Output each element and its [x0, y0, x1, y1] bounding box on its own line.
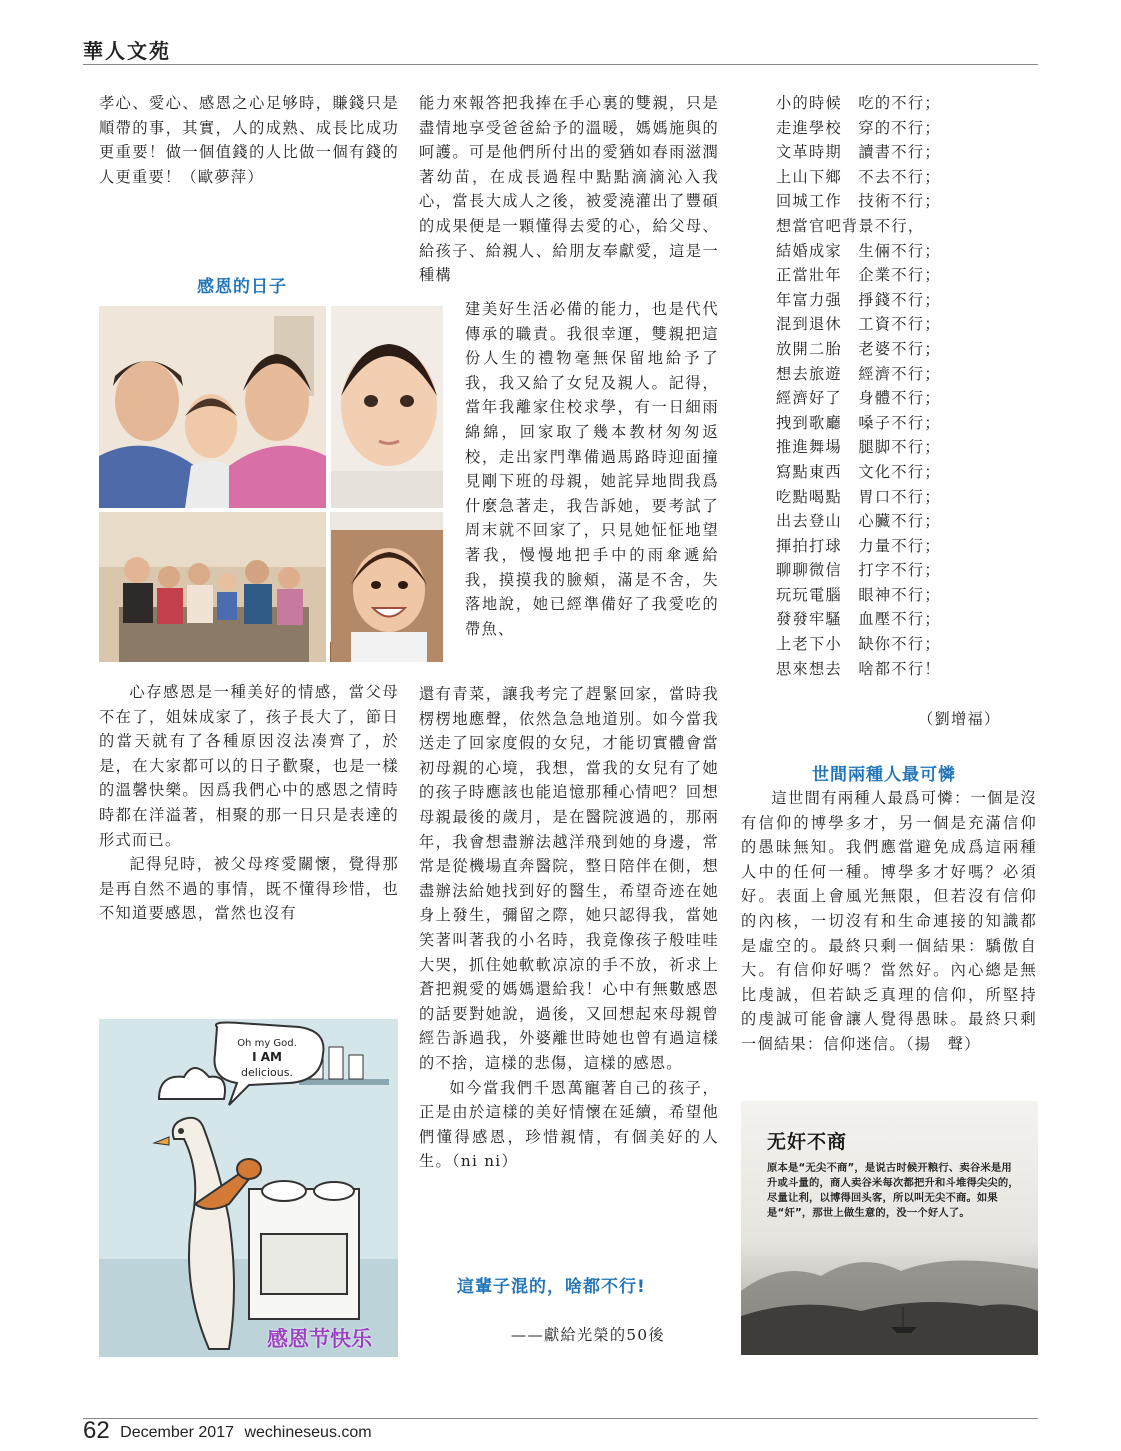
poem-line: 拽到歌廳 嗓子不行； — [776, 413, 941, 432]
website: wechineseus.com — [244, 1424, 372, 1441]
poem-line: 想去旅遊 經濟不行； — [776, 364, 941, 383]
poem-line: 聊聊微信 打字不行； — [776, 561, 941, 580]
poster-title: 无奸不商 — [767, 1131, 848, 1153]
cartoon-speech-line1: Oh my God. — [237, 1038, 297, 1049]
baby-photo-illustration — [331, 306, 443, 508]
poster-body: 原本是“无尖不商”，是说古时候开粮行、卖谷米是用升或斗量的，商人卖谷米每次都把升和斗堆得尖尖的，尽量让利，以博得回头客，所以叫无尖不商。如果是“奸”，那世上做生意的，没一个好人了。 — [767, 1162, 1019, 1219]
article2-subtitle — [511, 1323, 711, 1348]
article1-heading: 感恩的日子 — [197, 277, 287, 297]
poem-line: 文革時期 讀書不行； — [776, 143, 941, 162]
article1-col2-top — [419, 91, 719, 288]
family-photo-1-illustration — [99, 306, 326, 508]
intro-text: 孝心、愛心、感恩之心足够時，賺錢只是順帶的事，其實，人的成熟、成長比成功更重要！做一個值錢的人比做一個有錢的人更重要！（歐夢萍） — [99, 94, 399, 186]
cartoon-caption: 感恩节快乐 — [267, 1327, 372, 1351]
header-rule — [83, 64, 1038, 65]
poem-line: 正當壯年 企業不行； — [776, 266, 941, 285]
baby-photo — [331, 306, 443, 508]
article1-paragraph-1: 心存感恩是一種美好的情感，當父母不在了，姐妹成家了，孩子長大了，節日的當天就有了各種原因沒法凑齊了，於是，在大家都可以的日子歡聚，也是一樣的溫馨快樂。因爲我們心中的感恩之情時時都在洋溢著，相聚的那一日只是表達的形式而已。 — [99, 683, 399, 849]
footer — [83, 1417, 372, 1445]
poem-line: 上山下鄉 不去不行； — [776, 167, 941, 186]
poem-line: 揮拍打球 力量不行； — [776, 536, 941, 555]
family-photo-1 — [99, 306, 326, 508]
article1-col1-body — [99, 680, 399, 926]
article1-col2-rest — [419, 682, 719, 1174]
article1-col2-rest-text: 還有青菜，讓我考完了趕緊回家，當時我楞楞地應聲，依然急急地道別。如今當我送走了回家度假的女兒，才能切實體會當初母親的心境，我想，當我的女兒有了她的孩子時應該也能追憶那種心情吧？回想母親最後的歲月，是在醫院渡過的，那兩年，我會想盡辦法越洋飛到她的身邊，常常是從機場直奔醫院，整日陪伴在側，想盡辦法給她找到好的醫生，希望奇迹在她身上發生，彌留之際，她只認得我，當她笑著叫著我的小名時，我竟像孩子般哇哇大哭，抓住她軟軟凉凉的手不放，祈求上蒼把親愛的媽媽還給我！心中有無數感恩的話要對她說，過後，又回想起來母親曾經告訴過我，外婆離世時她也曾有過這樣的不捨，這樣的悲傷，這樣的感恩。 — [419, 685, 719, 1072]
family-photo-2 — [99, 512, 326, 662]
wu-jian-bu-shang-poster — [741, 1101, 1038, 1355]
thanksgiving-cartoon — [99, 1019, 398, 1357]
poem-line: 上老下小 缺你不行； — [776, 635, 941, 654]
article2-author-text: （劉增福） — [918, 710, 1001, 728]
article3-heading: 世間兩種人最可憐 — [812, 765, 956, 785]
article2-author — [918, 707, 1000, 732]
poem-line: 混到退休 工資不行； — [776, 315, 941, 334]
cartoon-speech-line2: I AM — [252, 1050, 282, 1064]
article2-subtitle-text: ——獻給光榮的50後 — [511, 1326, 665, 1344]
poem-line: 想當官吧背景不行， — [776, 216, 925, 235]
poem-line: 吃點喝點 胃口不行； — [776, 487, 941, 506]
article3-text: 這世間有兩種人最爲可憐：一個是沒有信仰的博學多才，另一個是充滿信仰的愚昧無知。我們應當避免成爲這兩種人中的任何一種。博學多才好嗎？必須好。表面上會風光無限，但若沒有信仰的內核，一切沒有和生命連接的知識都是虛空的。最終只剩一個結果：驕傲自大。有信仰好嗎？當然好。內心總是無比虔誠，但若缺乏真理的信仰，所堅持的虔誠可能會讓人覺得愚昧。最終只剩一個結果：信仰迷信。（揚 聲） — [741, 789, 1037, 1053]
poem-line: 寫點東西 文化不行； — [776, 462, 941, 481]
article1-last-paragraph: 如今當我們千恩萬寵著自己的孩子，正是由於這樣的美好情懷在延續，希望他們懂得感恩，珍惜親情，有個美好的人生。（ni ni） — [419, 1078, 719, 1171]
article1-col2-top-text: 能力來報答把我捧在手心裏的雙親，只是盡情地享受爸爸給予的溫暖，媽媽施與的呵護。可是他們所付出的愛猶如春雨滋潤著幼苗，在成長過程中點點滴滴沁入我心，當長大成人之後，被愛澆灌出了豐碩的成果便是一顆懂得去愛的心，給父母、給孩子、給親人、給朋友奉獻愛，這是一種構 — [419, 94, 719, 285]
poem-line: 結婚成家 生倆不行； — [776, 241, 941, 260]
poem-line: 思來想去 啥都不行！ — [776, 659, 941, 678]
section-title: 華人文苑 — [83, 39, 171, 63]
turkey-chef-illustration — [99, 1019, 398, 1357]
poem-line: 放開二胎 老婆不行； — [776, 339, 941, 358]
poem-line: 出去登山 心臟不行； — [776, 512, 941, 531]
poem-line: 走進學校 穿的不行； — [776, 118, 941, 137]
article1-paragraph-2: 記得兒時，被父母疼愛關懷，覺得那是再自然不過的事情，既不懂得珍惜，也不知道要感恩，當然也沒有 — [99, 855, 399, 923]
article1-col2-narrow — [465, 297, 719, 641]
page-number: 62 — [83, 1417, 110, 1444]
poem-line: 小的時候 吃的不行； — [776, 94, 941, 112]
intro-paragraph — [99, 91, 399, 189]
poem-line: 回城工作 技術不行； — [776, 192, 941, 211]
poem-line: 玩玩電腦 眼神不行； — [776, 585, 941, 604]
smiling-boy-photo — [331, 530, 443, 662]
smiling-boy-photo-illustration — [331, 530, 443, 662]
article1-col2-narrow-text: 建美好生活必備的能力，也是代代傳承的職責。我很幸運，雙親把這份人生的禮物毫無保留地給予了我，我又給了女兒及親人。記得，當年我離家住校求學，有一日細雨綿綿，回家取了幾本教材匆匆返校，走出家門準備過馬路時迎面撞見剛下班的母親，她詫异地問我爲什麼急著走，我告訴她，要考試了周末就不回家了，只見她怔怔地望著我，慢慢地把手中的雨傘遞給我，摸摸我的臉頰，滿是不舍，失落地說，她已經準備好了我愛吃的帶魚、 — [465, 300, 719, 638]
article3-body — [741, 786, 1037, 1057]
cartoon-speech-line3: delicious. — [241, 1066, 293, 1079]
article2-heading: 這輩子混的，啥都不行! — [457, 1277, 646, 1297]
poem-line: 推進舞場 腿脚不行； — [776, 438, 941, 457]
article2-poem — [776, 91, 941, 681]
family-photo-2-illustration — [99, 512, 326, 662]
poem-line: 發發牢騷 血壓不行； — [776, 610, 941, 629]
poem-line: 經濟好了 身體不行； — [776, 389, 941, 408]
issue-date: December 2017 — [120, 1424, 234, 1441]
poem-line: 年富力强 掙錢不行； — [776, 290, 941, 309]
